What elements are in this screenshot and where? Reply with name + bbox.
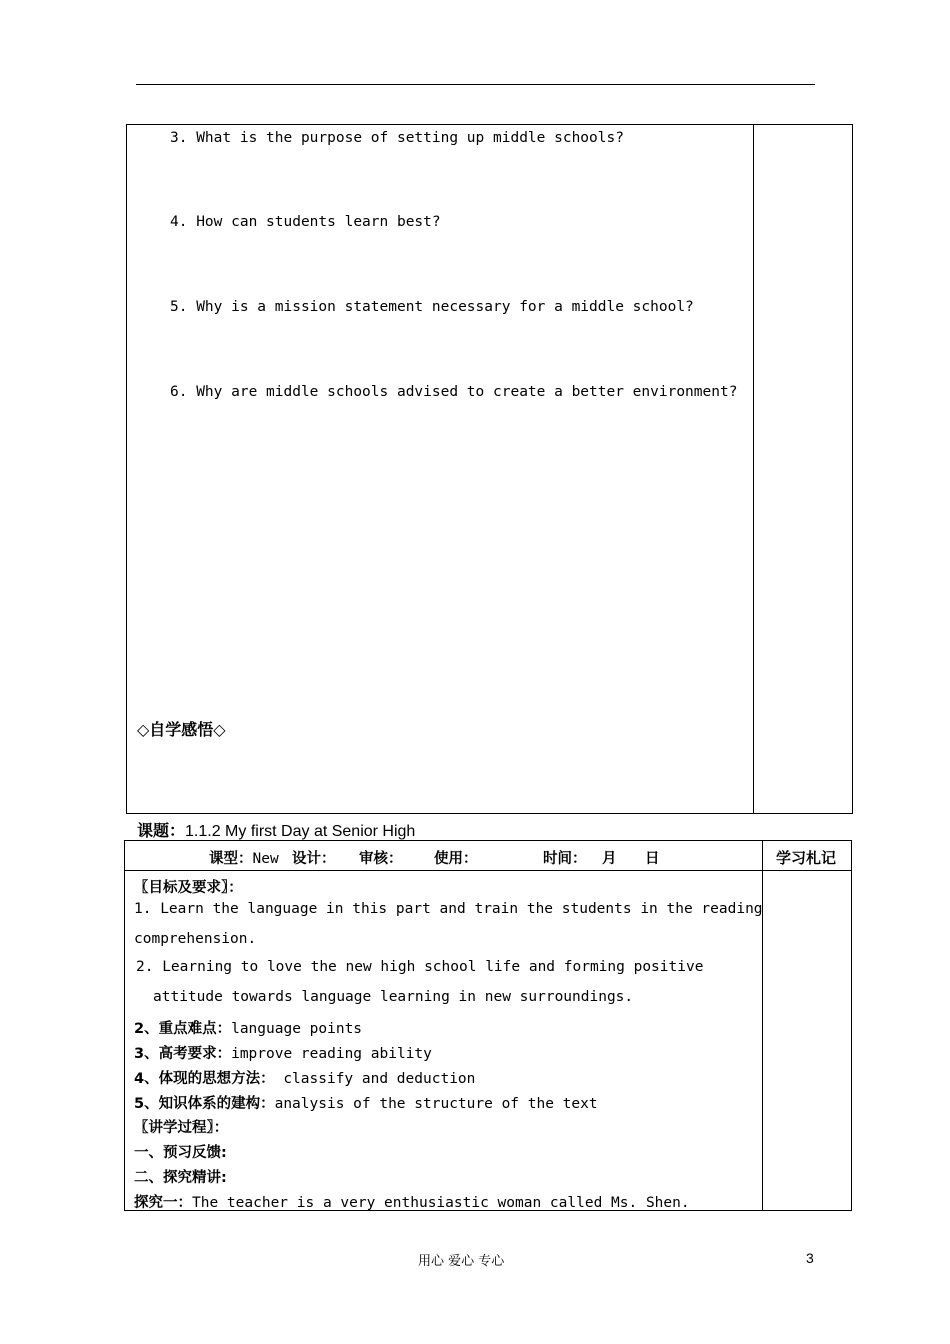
- question-5: 5. Why is a mission statement necessary for a middle school?: [170, 299, 694, 315]
- goal-1-line-2: comprehension.: [134, 931, 257, 947]
- question-4: 4. How can students learn best?: [170, 214, 441, 230]
- exam-requirements: 3、高考要求：improve reading ability: [134, 1046, 432, 1062]
- preview-feedback: 一、预习反馈:: [134, 1145, 227, 1161]
- month-label: 月: [602, 851, 617, 867]
- questions-table: [126, 124, 853, 814]
- notes-column-divider-2: [762, 841, 763, 1210]
- goal-2-line-2: attitude towards language learning in new surroundings.: [153, 989, 634, 1005]
- goal-1-line-1: 1. Learn the language in this part and train the students in the reading: [134, 901, 763, 917]
- thinking-methods: 4、体现的思想方法： classify and deduction: [134, 1071, 476, 1087]
- header-row-divider: [125, 870, 851, 871]
- process-heading: 〖讲学过程〗：: [134, 1120, 229, 1136]
- lesson-title-text: 1.1.2 My first Day at Senior High: [185, 823, 416, 840]
- knowledge-structure: 5、知识体系的建构：analysis of the structure of the text: [134, 1096, 598, 1112]
- header-rule: [136, 84, 815, 85]
- explore-one: 探究一：The teacher is a very enthusiastic woman called Ms. Shen.: [134, 1195, 690, 1211]
- day-label: 日: [645, 851, 660, 867]
- study-notes-header: 学习札记: [776, 849, 837, 867]
- lesson-title: [137, 818, 415, 841]
- lesson-plan-table: [124, 840, 852, 1211]
- designer-label: 设计：: [292, 851, 336, 867]
- lesson-title-label: 课题：: [137, 821, 186, 840]
- self-study-heading: ◇自学感悟◇: [137, 720, 226, 739]
- goals-heading: 〖目标及要求〗：: [134, 880, 243, 896]
- goal-2-line-1: 2. Learning to love the new high school life and forming positive: [136, 959, 704, 975]
- notes-column-divider: [753, 125, 754, 813]
- course-type: 课型：New: [209, 851, 279, 867]
- key-points: 2、重点难点：language points: [134, 1021, 363, 1037]
- usage-label: 使用：: [434, 851, 478, 867]
- footer-motto: 用心 爱心 专心: [418, 1254, 505, 1269]
- reviewer-label: 审核：: [359, 851, 403, 867]
- explore-explain: 二、探究精讲:: [134, 1170, 227, 1186]
- time-label: 时间：: [543, 851, 587, 867]
- page-number: 3: [806, 1250, 814, 1266]
- question-6: 6. Why are middle schools advised to create a better environment?: [170, 384, 738, 400]
- question-3: 3. What is the purpose of setting up middle schools?: [170, 130, 624, 146]
